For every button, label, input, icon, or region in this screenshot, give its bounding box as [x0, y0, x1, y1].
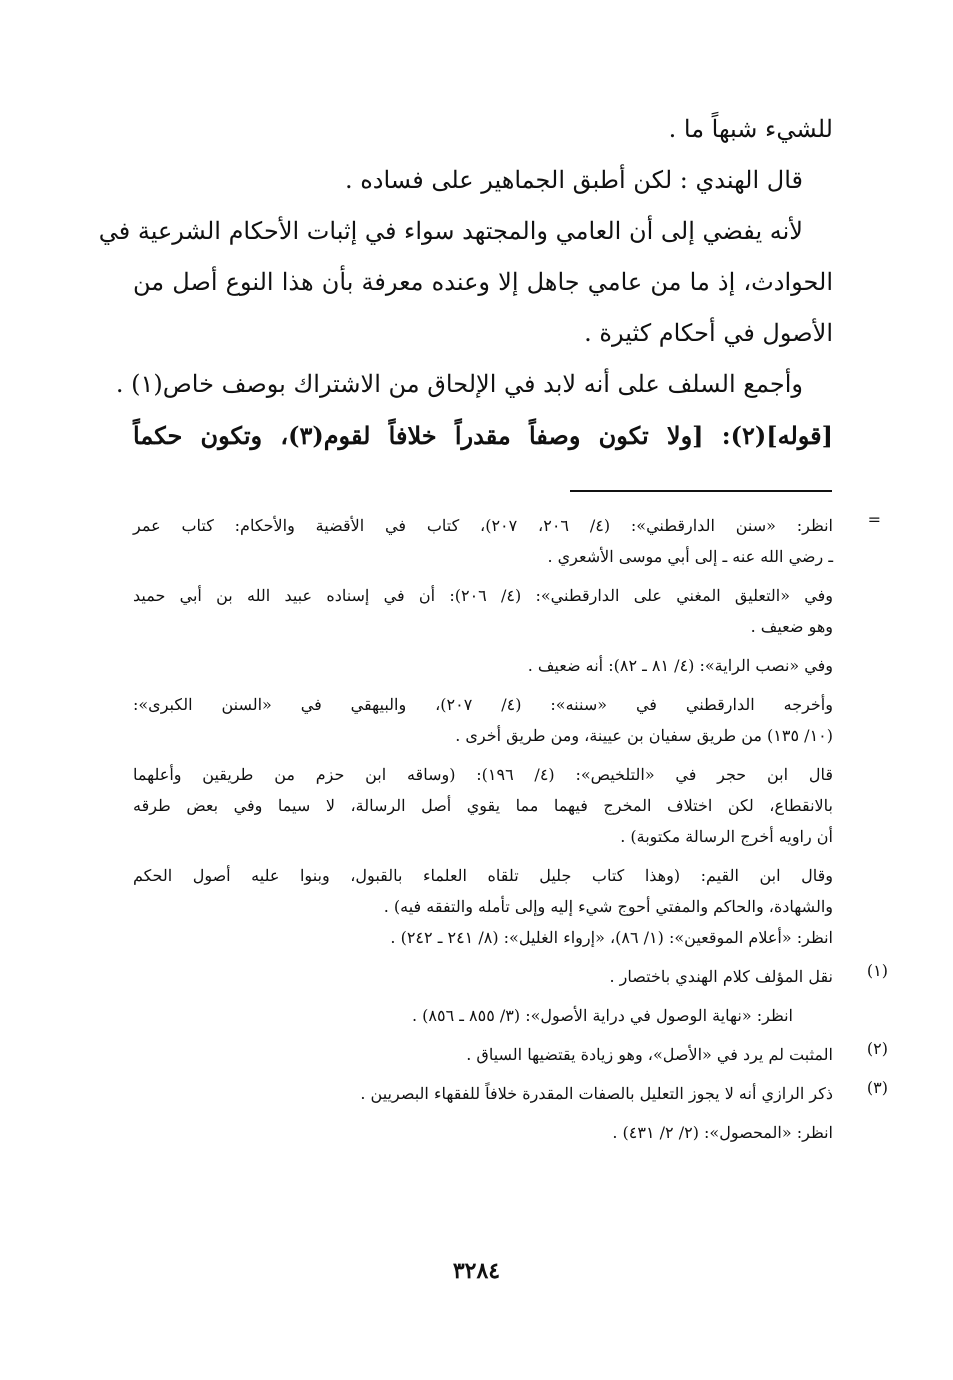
main-line-6: وأجمع السلف على أنه لابد في الإلحاق من الاشتراك بوصف خاص(١) . [115, 370, 803, 398]
footnote-line: أن راويه أخرج الرسالة مكتوبة) . [620, 827, 833, 846]
footnote-line: ـ رضي الله عنه ـ إلى أبي موسى الأشعري . [547, 547, 833, 566]
footnote-line: انظر: «المحصول»: (٢/ ٢/ ٤٣١) . [612, 1123, 833, 1142]
footnote-line: انظر: «سنن الدارقطني»: (٤/ ٢٠٦، ٢٠٧)، كتاب في الأقضية والأحكام: كتاب عمر [133, 516, 834, 535]
footnote-1 [133, 961, 888, 1031]
footnote-line: نقل المؤلف كلام الهندي باختصار . [609, 967, 833, 986]
main-line-5: الأصول في أحكام كثيرة . [584, 319, 833, 347]
footnote-line: قال ابن حجر في «التلخيص»: (٤/ ١٩٦): (وساقه ابن حزم من طريقين وأعلهما [133, 765, 833, 784]
footnote-line: وفي «نصب الراية»: (٤/ ٨١ ـ ٨٢): أنه ضعيف . [527, 656, 833, 675]
footnote-number: (٢) [866, 1039, 888, 1058]
footnote-line: وقال ابن القيم: (وهذا كتاب جليل تلقاه العلماء بالقبول، وبنوا عليه أصول الحكم [133, 866, 833, 885]
footnote-line: (١٠/ ١٣٥) من طريق سفيان بن عيينة، ومن طريق أخرى . [455, 726, 833, 745]
main-line-4: الحوادث، إذ ما من عامي جاهل إلا وعنده معرفة بأن هذا النوع أصل من [133, 268, 833, 296]
footnote-continued [133, 510, 881, 953]
footnote-line: المثبت لم يرد في «الأصل»، وهو زيادة يقتضيها السياق . [466, 1045, 833, 1064]
main-line-1: للشيء شبهاً ما . [668, 115, 833, 143]
footnote-line: بالانقطاع، لكن اختلاف المخرج فيهما مما يقوي أصل الرسالة، لا سيما وفي بعض طرقه [133, 796, 833, 815]
footnote-line: انظر: «نهاية الوصول في دراية الأصول»: (٣/ ٨٥٥ ـ ٨٥٦) . [411, 1006, 793, 1025]
main-text [98, 104, 834, 461]
footnote-3 [133, 1078, 888, 1148]
continuation-mark: = [867, 510, 881, 529]
footnote-number: (١) [866, 961, 888, 980]
footnote-line: وأخرجه الدارقطني في «سننه»: (٤/ ٢٠٧)، والبيهقي في «السنن الكبرى»: [133, 695, 833, 714]
footnote-line: والشهادة، والحاكم والمفتي أحوج شيء إليه وإلى تأمله والتفقه فيه) . [383, 897, 833, 916]
footnote-2 [133, 1039, 888, 1070]
footnote-number: (٣) [866, 1078, 888, 1097]
footnotes [133, 510, 888, 1148]
footnote-line: ذكر الرازي أنه لا يجوز التعليل بالصفات المقدرة خلافاً للفقهاء البصريين . [360, 1084, 833, 1103]
main-line-7: [قوله](٢): [ولا تكون وصفاً مقدراً خلافاً لقوم(٣)، وتكون حكماً [133, 421, 834, 450]
page-number: ٣٢٨٤ [452, 1258, 501, 1284]
footnote-line: وفي «التعليق المغني على الدارقطني»: (٤/ ٢٠٦): أن في إسناده عبيد الله بن أبي حميد [133, 586, 834, 605]
main-line-2: قال الهندي : لكن أطبق الجماهير على فساده . [344, 166, 803, 194]
footnote-line: وهو ضعيف . [750, 617, 833, 636]
footnote-line: انظر: «أعلام الموقعين»: (١/ ٨٦)، «إرواء الغليل»: (٨/ ٢٤١ ـ ٢٤٢) . [390, 928, 833, 947]
main-line-3: لأنه يفضي إلى أن العامي والمجتهد سواء في إثبات الأحكام الشرعية في [98, 217, 803, 245]
footnote-separator [570, 490, 832, 492]
